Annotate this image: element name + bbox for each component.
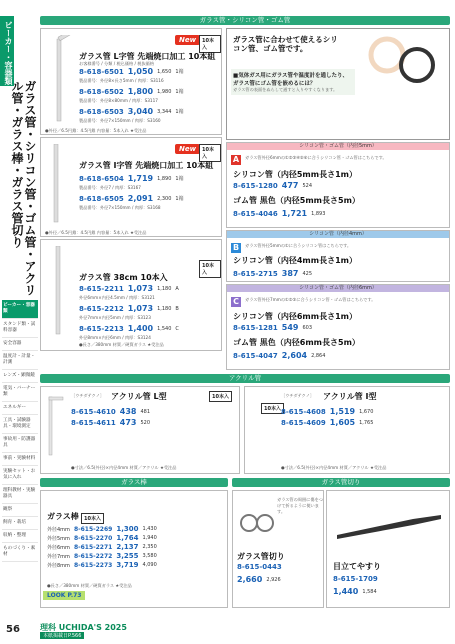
price-notax: 2,350 — [142, 544, 157, 550]
row-spec: 製品番号：外径7×150mm / 肉厚：S3168 — [79, 205, 161, 210]
product-code: 8-615-2211 — [79, 284, 124, 293]
price-row: 2,660 2,926 — [237, 575, 281, 584]
product-title: ガラス管 Ⅰ字管 先端焼口加工 10本組 — [79, 161, 214, 170]
price-notax: 1,650 — [157, 68, 172, 75]
section-b-header: シリコン管（内径4mm） — [227, 231, 449, 238]
product-code: 8-618-6502 — [79, 87, 124, 96]
product-title: ガラス棒 — [47, 512, 79, 521]
section-glass-tube — [40, 239, 222, 351]
rod-size: 外径4mm — [47, 526, 70, 533]
product-code: 8-615-0443 — [237, 563, 282, 571]
row-note: C — [175, 325, 179, 332]
product-title: ガラス管 L字管 先端焼口加工 10本組 — [79, 52, 216, 61]
row-list — [281, 407, 447, 429]
rod-row — [47, 534, 225, 542]
row-note: 1箱 — [175, 89, 184, 95]
side-nav-item[interactable]: 電気・バーナー類 — [2, 383, 38, 402]
tube-coil-image — [357, 35, 445, 95]
price-tax: 1,519 — [329, 407, 356, 416]
new-badge: New — [175, 35, 200, 45]
section-a — [226, 142, 450, 228]
qty-badge: 10本入 — [199, 35, 221, 53]
desc: ガラス管外径7mmの①②③に合うシリコン管・ゴム管はこちらです。 — [245, 297, 376, 302]
row-spec: 外径8mm×内径6mm / 肉厚：S3124 — [79, 335, 151, 340]
gum-row: 8-615-4047 2,604 2,864 — [233, 351, 326, 360]
price-tax: 2,091 — [127, 194, 154, 203]
price-tax: 473 — [119, 418, 137, 427]
side-nav-item[interactable]: ビーカー・容器類 — [2, 300, 38, 319]
price-tax: 2,137 — [116, 543, 139, 551]
row-spec: 製品番号：外径7×150mm / 肉厚：S3160 — [79, 118, 161, 123]
gum-row: 8-615-4046 1,721 1,893 — [233, 209, 326, 218]
rod-row — [47, 561, 225, 569]
price-notax: 1,670 — [359, 408, 374, 415]
price-tax: 1,300 — [116, 525, 139, 533]
product-row — [79, 67, 221, 76]
product-title: ガラス管切り — [237, 552, 285, 561]
qty-badge: 10本入 — [261, 403, 284, 414]
label-c: C — [231, 297, 241, 307]
product-row — [79, 284, 221, 293]
footnote: ●寸法／6.5(外径)×内径4mm 材質／アクリル ★受注品 — [281, 465, 387, 470]
brand: ［ウチダテクノ］ — [71, 393, 105, 398]
product-row — [79, 304, 221, 313]
footer-sub: 本紙掲載日P.566 — [40, 632, 84, 639]
label-b: B — [232, 243, 240, 252]
acrylic-header: アクリル管 — [40, 374, 450, 383]
product-code: 8-618-6504 — [79, 174, 124, 183]
rod-size: 外径7mm — [47, 553, 70, 560]
footnote: ●長さ／380mm 材質／硬質ガラス ★受注品 — [79, 342, 164, 347]
price-tax: 3,719 — [116, 561, 139, 569]
product-code: 8-618-6505 — [79, 194, 124, 203]
product-row — [71, 418, 237, 427]
side-nav-item[interactable]: 事故用・防護器具 — [2, 434, 38, 453]
new-badge: New — [175, 144, 200, 154]
product-code: 8-615-2271 — [73, 543, 113, 551]
rod-row — [47, 525, 225, 533]
product-row — [79, 107, 221, 116]
price-notax: 3,580 — [142, 553, 157, 559]
acrylic-i — [244, 386, 450, 474]
product-code: 8-615-2213 — [79, 324, 124, 333]
side-nav-item[interactable]: 収納・整理 — [2, 530, 38, 543]
section-c-header: シリコン管・ゴム管（内径6mm） — [227, 285, 449, 292]
product-row — [79, 324, 221, 333]
section-b — [226, 230, 450, 282]
price-notax: 1,180 — [157, 305, 172, 312]
row-list — [79, 174, 221, 214]
row-note: B — [175, 305, 179, 312]
footer-brand: 理科 UCHIDA'S 2025 — [40, 623, 127, 632]
price-notax: 520 — [140, 419, 151, 426]
price-tax: 1,050 — [127, 67, 154, 76]
product-row — [79, 87, 221, 96]
price-row: 1,440 1,584 — [333, 587, 377, 596]
silicon-row: 8-615-1281 549 603 — [233, 323, 313, 332]
desc: ガラス管外径6mmの①②③④⑤⑥に合うシリコン管・ゴム管はこちらです。 — [245, 155, 387, 160]
row-note: 1箱 — [175, 196, 184, 202]
rod-size: 外径8mm — [47, 562, 70, 569]
section-i-tube — [40, 137, 222, 237]
section-a-header: シリコン管・ゴム管（内径5mm） — [227, 143, 449, 150]
product-code: 8-618-6501 — [79, 67, 124, 76]
row-list — [79, 284, 221, 344]
cutter-image — [237, 503, 277, 539]
product-code: 8-615-2272 — [73, 552, 113, 560]
product-code: 8-615-2269 — [73, 525, 113, 533]
product-code: 8-615-4610 — [71, 407, 116, 416]
qty-badge: 10本入 — [199, 260, 221, 278]
silicon-title: シリコン管（内径6mm長さ1m） — [233, 312, 357, 321]
side-nav-item[interactable]: 実験セット・お気に入れ — [2, 466, 38, 485]
price-notax: 1,890 — [157, 175, 172, 182]
glass-tube-image — [53, 246, 63, 336]
rod-size: 外径5mm — [47, 535, 70, 542]
section-c — [226, 284, 450, 370]
top-section-header: ガラス管・シリコン管・ゴム管 — [40, 16, 450, 25]
price-tax: 1,719 — [127, 174, 154, 183]
file-tool — [326, 490, 450, 608]
footnote: ●寸法／6.5(外径)×内径4mm 材質／アクリル ★受注品 — [71, 465, 177, 470]
price-tax: 1,800 — [127, 87, 154, 96]
l-tube-image — [47, 35, 73, 125]
product-row — [79, 194, 221, 203]
desc: ガラス管外径5mmの①に合うシリコン管はこちらです。 — [245, 243, 352, 248]
product-row — [281, 407, 447, 416]
column-header: お客様番号 / 分類 / 税込価格 / 税抜価格 — [79, 61, 155, 66]
footnote: ●長さ／380mm 材質／硬質ガラス ★受注品 — [47, 583, 132, 588]
product-title: 目立てやすり — [333, 562, 381, 571]
label-a: A — [232, 155, 240, 164]
product-row — [79, 174, 221, 183]
gum-title: ゴム管 黒色（内径6mm長さ5m） — [233, 338, 360, 347]
i-tube-image — [51, 144, 61, 224]
side-nav-item[interactable]: 事前・実験材料 — [2, 453, 38, 466]
silicon-row: 8-615-2715 387 425 — [233, 269, 313, 278]
product-title: アクリル管 Ⅰ型 — [323, 392, 377, 401]
row-note: 1箱 — [175, 69, 184, 75]
rod-row — [47, 552, 225, 560]
product-code: 8-615-2270 — [73, 534, 113, 542]
row-spec: 外径7mm×内径5mm / 肉厚：S3123 — [79, 315, 151, 320]
price-notax: 1,980 — [157, 88, 172, 95]
rod-size: 外径6mm — [47, 544, 70, 551]
cutter-header: ガラス管切り — [232, 478, 450, 487]
look-link[interactable]: LOOK P.73 — [43, 591, 85, 600]
side-nav-item[interactable]: スタンド類・試料容器 — [2, 319, 38, 338]
product-title: ガラス管 38cm 10本入 — [79, 273, 168, 282]
price-tax: 1,764 — [116, 534, 139, 542]
acrylic-l-image — [45, 393, 67, 459]
product-code: 8-615-4611 — [71, 418, 116, 427]
product-code: 8-615-2273 — [73, 561, 113, 569]
product-code: 8-615-1709 — [333, 575, 378, 583]
row-spec: 製品番号：外径7 / 肉厚：S3167 — [79, 185, 141, 190]
row-spec: 製品番号：外径8×80mm / 肉厚：S3117 — [79, 98, 158, 103]
price-tax: 1,073 — [127, 284, 154, 293]
price-notax: 2,300 — [157, 195, 172, 202]
rod-header: ガラス棒 — [40, 478, 228, 487]
qty-badge: 10本入 — [199, 144, 221, 162]
page-number: 56 — [6, 624, 20, 635]
row-note: 1箱 — [175, 109, 184, 115]
price-notax: 1,940 — [142, 535, 157, 541]
price-tax: 3,255 — [116, 552, 139, 560]
price-notax: 3,344 — [157, 108, 172, 115]
rod-row — [47, 543, 225, 551]
side-nav-item[interactable]: 飼育・栽培 — [2, 517, 38, 530]
row-spec: 外径6mm×内径4.5mm / 肉厚：S3121 — [79, 295, 155, 300]
price-notax: 4,090 — [142, 562, 157, 568]
price-tax: 438 — [119, 407, 137, 416]
file-image — [333, 511, 445, 541]
cutter-note: ガラス管の周囲に傷をつけて折るように使います。 — [277, 497, 323, 514]
row-spec: 製品番号：外径8×長さ5mm / 肉厚：S3116 — [79, 78, 164, 83]
side-nav-item[interactable]: エネルギー — [2, 402, 38, 415]
promo-title: ガラス管に合わせて使えるシリコン管、ゴム管です。 — [233, 35, 338, 53]
silicon-title: シリコン管（内径4mm長さ1m） — [233, 256, 357, 265]
product-code: 8-618-6503 — [79, 107, 124, 116]
row-note: A — [175, 285, 179, 292]
promo-note: ■気体ガス用にガラス管や温度計を通したり、ガラス管にゴム管を嵌めるには？ ガラス管の表面をぬらして通すと入りやすくなります。 — [231, 69, 355, 95]
product-code: 8-615-2212 — [79, 304, 124, 313]
price-notax: 1,765 — [359, 419, 374, 426]
side-nav-item[interactable]: 工具・試験器具・環境測定 — [2, 415, 38, 434]
row-note: 1箱 — [175, 176, 184, 182]
silicon-row: 8-615-1280 477 524 — [233, 181, 313, 190]
qty-badge: 10本入 — [209, 391, 232, 402]
side-nav-item[interactable]: ものづくり・素材 — [2, 543, 38, 562]
acrylic-l — [40, 386, 240, 474]
price-notax: 1,540 — [157, 325, 172, 332]
product-code: 8-615-4609 — [281, 418, 326, 427]
side-nav-item[interactable]: 温度計・計量・計測 — [2, 351, 38, 370]
price-tax: 1,073 — [127, 304, 154, 313]
product-row — [71, 407, 237, 416]
qty-badge: 10本入 — [81, 513, 104, 524]
row-list — [71, 407, 237, 429]
product-code: 8-615-4608 — [281, 407, 326, 416]
silicon-title: シリコン管（内径5mm長さ1m） — [233, 170, 357, 179]
price-tax: 3,040 — [127, 107, 154, 116]
price-notax: 1,180 — [157, 285, 172, 292]
product-row — [281, 418, 447, 427]
footnote: ●外径／6.5円錐：4.5円錐 内容量：5本入れ ★受注品 — [45, 128, 147, 133]
vertical-page-title: ガラス管・シリコン管・ゴム管・アクリル管・ガラス棒・ガラス管切り — [10, 80, 37, 296]
promo-box — [226, 28, 450, 140]
glass-rod — [40, 490, 228, 608]
product-title: アクリル管 L型 — [111, 392, 167, 401]
row-list — [47, 525, 225, 570]
side-nav-item[interactable]: 観察 — [2, 504, 38, 517]
footnote: ●外径／6.5円錐：4.5円錐 内容量：5本入れ ★受注品 — [45, 230, 147, 235]
price-notax: 481 — [140, 408, 151, 415]
glass-cutter — [232, 490, 324, 608]
row-list — [79, 67, 221, 127]
gum-title: ゴム管 黒色（内径5mm長さ5m） — [233, 196, 360, 205]
side-nav-item[interactable]: 安全容器 — [2, 338, 38, 351]
brand: ［ウチダテクノ］ — [281, 393, 315, 398]
price-tax: 1,605 — [329, 418, 356, 427]
section-l-tube — [40, 28, 222, 135]
price-notax: 1,430 — [142, 526, 157, 532]
side-nav-item[interactable]: レンズ・顕微鏡 — [2, 370, 38, 383]
category-tab[interactable]: ビーカー・容器類 — [0, 16, 14, 86]
side-nav — [2, 300, 38, 562]
side-nav-item[interactable]: 理科教材・実験器具 — [2, 485, 38, 504]
price-tax: 1,400 — [127, 324, 154, 333]
